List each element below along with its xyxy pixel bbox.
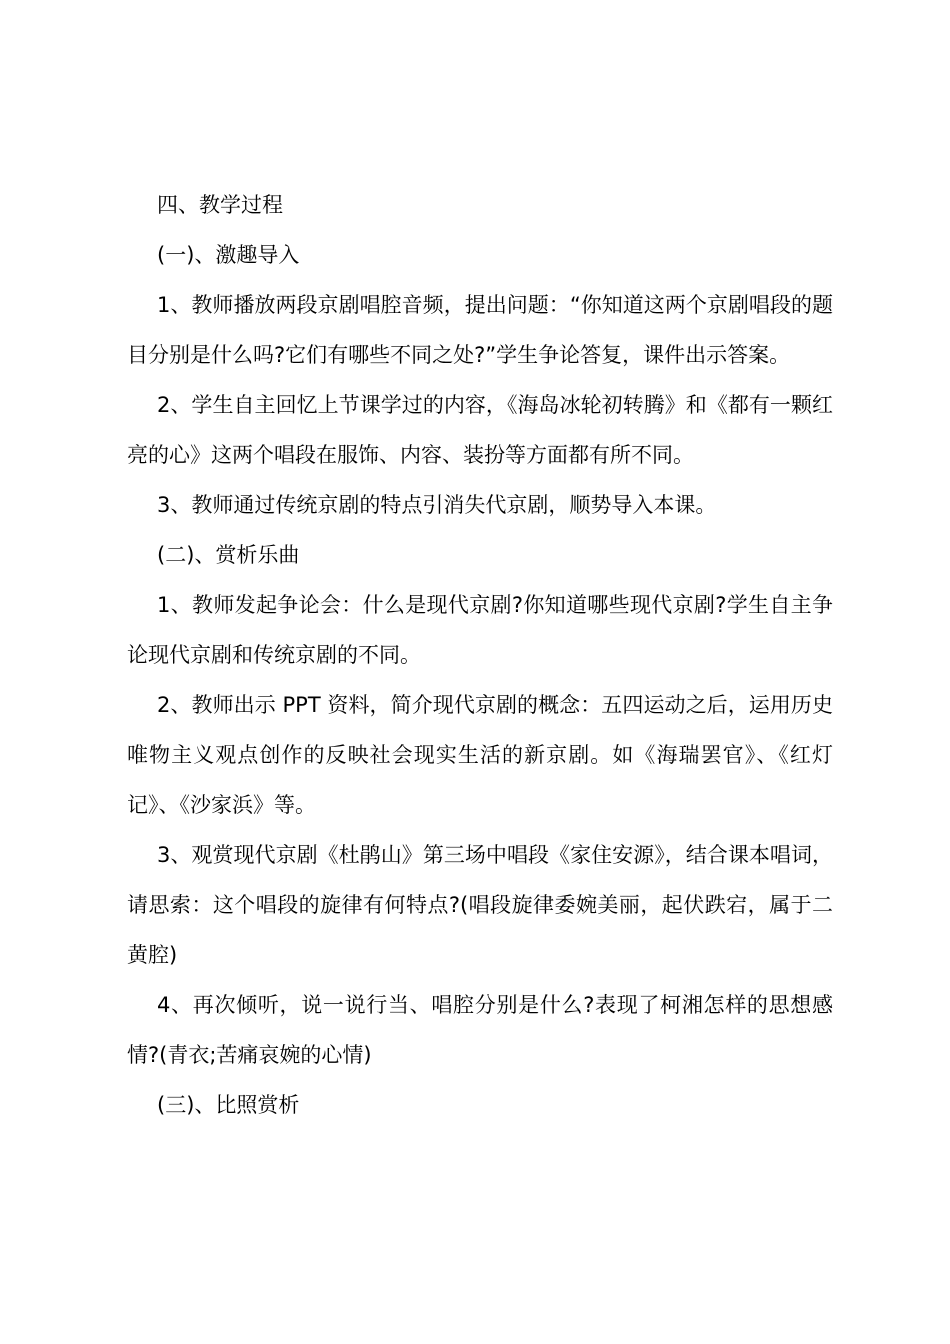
paragraph-item-2: 2、教师出示 PPT 资料，简介现代京剧的概念：五四运动之后，运用历史唯物主义观点创作的反映社会现实生活的新京剧。如《海瑞罢官》、《红灯记》、《沙家浜》等。 (127, 693, 833, 817)
paragraph-item-3: 3、观赏现代京剧《杜鹃山》第三场中唱段《家住安源》，结合课本唱词，请思索：这个唱段的旋律有何特点?(唱段旋律委婉美丽，起伏跌宕，属于二黄腔) (127, 843, 833, 967)
subsection-heading-comparison: (三)、比照赏析 (157, 1093, 300, 1117)
paragraph-item-2: 2、学生自主回忆上节课学过的内容，《海岛冰轮初转腾》和《都有一颗红亮的心》这两个唱段在服饰、内容、装扮等方面都有所不同。 (127, 393, 833, 467)
subsection-heading-introduction: (一)、激趣导入 (157, 243, 300, 267)
paragraph-item-4: 4、再次倾听，说一说行当、唱腔分别是什么?表现了柯湘怎样的思想感情?(青衣;苦痛哀婉的心情) (127, 993, 833, 1067)
subsection-heading-appreciation: (二)、赏析乐曲 (157, 543, 300, 567)
document-body (127, 180, 833, 1130)
section-heading-teaching-process: 四、教学过程 (157, 193, 283, 217)
paragraph-item-3: 3、教师通过传统京剧的特点引消失代京剧，顺势导入本课。 (157, 493, 717, 517)
paragraph-item-1: 1、教师发起争论会：什么是现代京剧?你知道哪些现代京剧?学生自主争论现代京剧和传统京剧的不同。 (127, 593, 833, 667)
paragraph-item-1: 1、教师播放两段京剧唱腔音频，提出问题：“你知道这两个京剧唱段的题目分别是什么吗?它们有哪些不同之处?”学生争论答复，课件出示答案。 (127, 293, 833, 367)
